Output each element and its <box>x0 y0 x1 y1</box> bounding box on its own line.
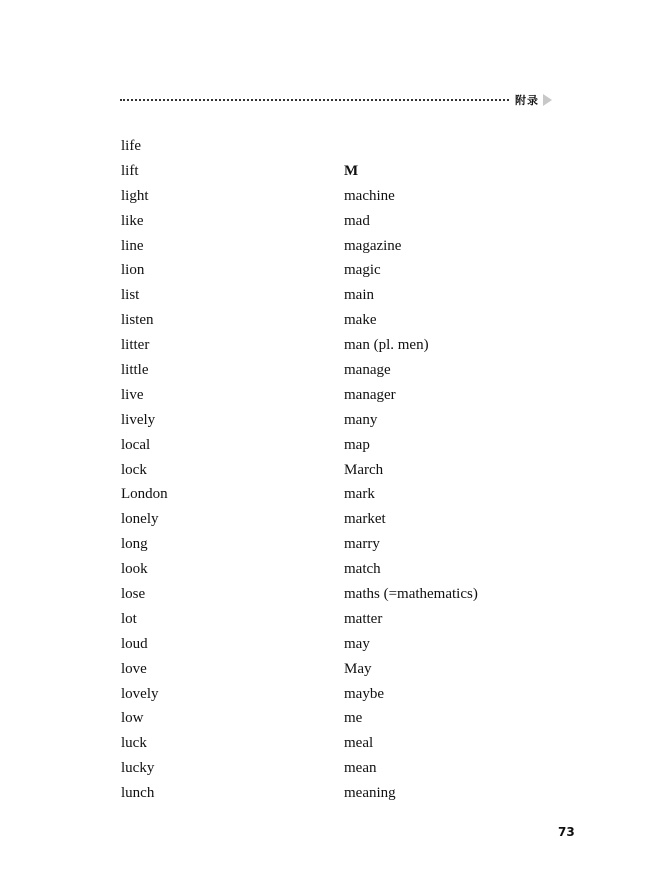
dotted-rule <box>120 99 509 101</box>
word-entry: like <box>121 212 144 229</box>
word-entry: meal <box>344 735 374 752</box>
word-entry: love <box>121 660 147 677</box>
word-entry: machine <box>344 187 395 204</box>
word-entry: maybe <box>344 685 384 702</box>
word-entry: map <box>344 436 370 453</box>
word-entry: main <box>344 287 374 304</box>
word-entry: March <box>344 461 384 478</box>
word-entry: line <box>121 237 144 254</box>
word-entry: low <box>121 710 144 727</box>
word-entry: matter <box>344 610 383 627</box>
section-label: 附录 <box>515 94 539 107</box>
word-entry: London <box>121 486 168 503</box>
word-entry: mean <box>344 760 377 777</box>
running-header <box>120 91 552 109</box>
word-entry: lonely <box>121 511 159 528</box>
word-list-right <box>344 134 478 806</box>
word-entry: marry <box>344 536 380 553</box>
word-entry: life <box>121 138 141 154</box>
word-entry: lot <box>121 610 137 627</box>
word-entry: manager <box>344 386 396 403</box>
word-entry: luck <box>121 735 147 752</box>
word-entry: me <box>344 710 363 727</box>
word-entry: lock <box>121 461 147 478</box>
word-entry: lovely <box>121 685 159 702</box>
word-entry: May <box>344 660 372 677</box>
word-entry: mark <box>344 486 375 503</box>
page-number: 73 <box>558 825 575 839</box>
word-entry: man (pl. men) <box>344 337 429 354</box>
word-entry: maths (=mathematics) <box>344 586 478 603</box>
word-entry: market <box>344 511 386 528</box>
word-entry: magic <box>344 262 381 279</box>
word-entry: local <box>121 436 151 453</box>
word-entry: mad <box>344 212 370 229</box>
word-entry: listen <box>121 312 154 329</box>
word-entry: lunch <box>121 785 155 802</box>
word-list-left <box>121 134 168 806</box>
word-entry: make <box>344 312 377 329</box>
word-entry: many <box>344 411 378 428</box>
word-entry-empty <box>344 134 478 159</box>
word-entry: live <box>121 386 144 403</box>
word-entry: manage <box>344 362 391 379</box>
word-entry: long <box>121 536 148 553</box>
word-entry: lift <box>121 162 139 179</box>
word-entry: lion <box>121 262 145 279</box>
triangle-arrow-icon <box>543 94 552 106</box>
word-entry: lose <box>121 586 146 603</box>
word-entry: litter <box>121 337 150 354</box>
word-entry: lively <box>121 411 156 428</box>
letter-heading: M <box>344 162 359 179</box>
word-entry: match <box>344 561 381 578</box>
word-entry: list <box>121 287 140 304</box>
word-entry: loud <box>121 635 148 652</box>
word-entry: look <box>121 561 148 578</box>
word-entry: lucky <box>121 760 155 777</box>
word-entry: magazine <box>344 237 402 254</box>
word-entry: light <box>121 187 149 204</box>
word-entry: meaning <box>344 785 396 802</box>
word-entry: little <box>121 362 149 379</box>
word-entry: may <box>344 635 370 652</box>
